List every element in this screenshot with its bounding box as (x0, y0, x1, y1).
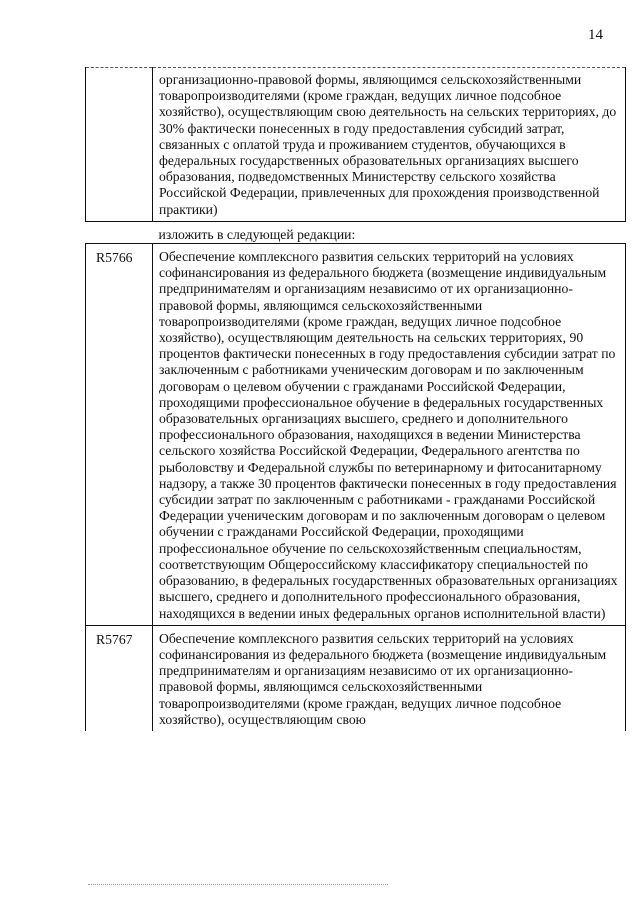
row-description: Обеспечение комплексного развития сельских территорий на условиях софинансирования из федерального бюджета (возмещение индивидуальным предпринимателям и организациям независимо от их организационно-правовой формы, являющимся сельскохозяйственными товаропроизводителями (кроме граждан, ведущих личное подсобное хозяйство), осуществляющим свою (153, 625, 626, 731)
scan-artifact-line (88, 884, 388, 886)
table-row (86, 244, 626, 626)
row-code: R5767 (86, 625, 153, 731)
row-code (86, 68, 153, 222)
amendment-instruction: изложить в следующей редакции: (153, 221, 626, 243)
budget-code-table (85, 67, 626, 731)
row-code: R5766 (86, 244, 153, 626)
table-row (86, 625, 626, 731)
instruction-row (86, 221, 626, 243)
row-description: Обеспечение комплексного развития сельских территорий на условиях софинансирования из федерального бюджета (возмещение индивидуальным предпринимателям и организациям независимо от их организационно-правовой формы, являющимся сельскохозяйственными товаропроизводителями (кроме граждан, ведущих личное подсобное хозяйство), осуществляющим деятельность на сельских территориях, 90 процентов фактически понесенных в году предоставления субсидии затрат по заключенным с работниками ученическим договорам и по заключенным договорам о целевом обучении с гражданами Российской Федерации, проходящими профессиональное обучение в федеральных государственных образовательных организациях высшего, среднего и дополнительного профессионального образования, находящихся в ведении Министерства сельского хозяйства Российской Федерации, Федерального агентства по рыболовству и Федеральной службы по ветеринарному и фитосанитарному надзору, а также 30 процентов фактически понесенных в году предоставления субсидии затрат по заключенным с работниками - гражданами Российской Федерации ученическим договорам и по заключенным договорам о целевом обучении с гражданами Российской Федерации, проходящими профессиональное обучение по сельскохозяйственным специальностям, соответствующим Общероссийскому классификатору специальностей по образованию, в федеральных государственных образовательных организациях высшего, среднего и дополнительного профессионального образования, находящихся в ведении иных федеральных органов исполнительной власти) (153, 244, 626, 626)
table-row (86, 68, 626, 222)
row-description: организационно-правовой формы, являющимся сельскохозяйственными товаропроизводителями (кроме граждан, ведущих личное подсобное хозяйство), осуществляющим свою деятельность на сельских территориях, до 30% фактически понесенных в году предоставления субсидий затрат, связанных с оплатой труда и проживанием студентов, обучающихся в федеральных государственных образовательных организациях высшего образования, подведомственных Министерству сельского хозяйства Российской Федерации, привлеченных для прохождения производственной практики) (153, 68, 626, 222)
page-number: 14 (588, 27, 603, 43)
